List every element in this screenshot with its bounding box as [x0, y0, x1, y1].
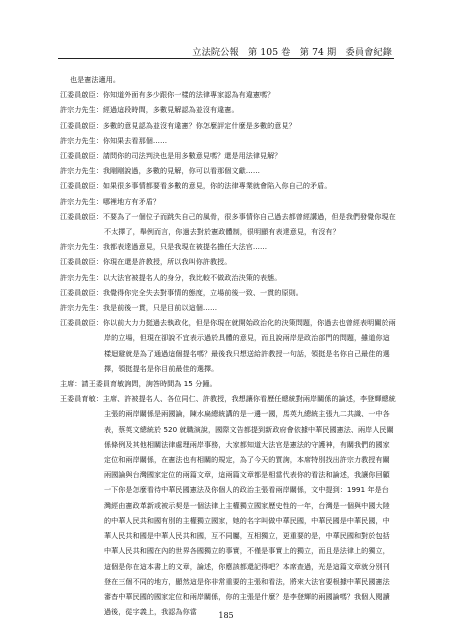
transcript-paragraph: 許宗力先生：你知果去看那個…… — [60, 135, 168, 145]
transcript-paragraph: 許宗力先生：哪裡地方有矛盾？ — [60, 196, 161, 206]
transcript-paragraph: 江委員啟臣：你現在還是許教授，所以我叫你許教授。 — [60, 257, 232, 267]
transcript-paragraph: 王委員育敏：主席、許被提名人、各位同仁、許教授，我想讓你看歷任總統對兩岸關係的論述，李登輝總統主張的兩岸關係是兩國論，陳水扁總統講的是一邊一國，馬英九總統主張九二共識、一中各表，蔡英文總統於 520 就職演說，國際文告都提到新政府會依據中華民國憲法、兩岸人民關係條例及其他相關法律處理兩岸事務，大家都知道大法官是憲法的守護神，有關我們的國家定位和兩岸關係，在憲法也有相關的規定，為了今天的質詢，本席特別找出許宗力教授有關兩國論與台灣國家定位的兩篇文章，這兩篇文章都是相當代表你的看法和論述，我讓你回顧一下你是怎麼看待中華民國憲法及你個人的政治主張看兩岸關係，文中提到：1991 年是台灣經由憲政革新或被示契是一個法律上主權獨立國家歷史性的一年，台灣是一個與中國大陸的中華人民共和國有別的主權獨立國家，她的名字叫做中華民國，中華民國是中華民國，中華人民共和國是中華人民共和國，互不同屬，互相獨立，更重要的是，中華民國和對於包括中華人民共和國在內的世界各國獨立的事實，不僅是事實上的獨立，而且是法律上的獨立，這個是你在這本書上的文章，論述，你應該都還記得吧？本席查過，光是這篇文章就分別刊登在三個不同的地方，顯然這是你非常重要的主張和看法，將來大法官要根據中華民國憲法審杳中華民國的國家定位和兩岸關係，你的主張是什麼？是李登輝的兩國論嗎？我個人閱讀過後，從字義上，我認為你當 — [60, 394, 396, 617]
transcript-paragraph: 也是憲法適用。 — [70, 75, 121, 84]
transcript-paragraph: 江委員啟臣：多數的意見認為並沒有違憲？你怎麼評定什麼是多數的意見？ — [60, 120, 296, 130]
header-rule — [58, 58, 394, 59]
transcript-paragraph: 江委員啟臣：你知道外面有多少跟你一樣的法律專家認為有違憲嗎？ — [60, 90, 275, 100]
transcript-paragraph: 許宗力先生：我是前後一貫，只是目前以這個…… — [60, 303, 218, 313]
transcript-paragraph: 江委員啟臣：不要為了一個位子而跳失自己的風骨，很多事情你自己過去都曾經講過，但是我們發覺你現在不太擇了，舉例而言，你過去對於憲政體制，很明顯有表達意見，有沒有？ — [60, 211, 396, 237]
transcript-paragraph: 許宗力先生：我都表達過意見，只是我現在被提名擔任大法官…… — [60, 242, 268, 252]
transcript-paragraph: 江委員啟臣：你以前大力力挺過去執政化，但是你現在就開始政治化的決策問題，你過去也曾經表明關於兩岸的立場，但現在卻說不宜表示過於具體的意見，而且說兩岸是政治部門的問題，雖道你這樣迴避就是為了通過這個提名嗎？最後我只想送給許教授一句話，領挺是名你自己最佳的選擇，領挺提名是你目前最佳的選擇。 — [60, 318, 396, 373]
transcript-paragraph: 江委員啟臣：請問你的司法判決也是用多數意見嗎？還是用法律見解？ — [60, 151, 282, 161]
transcript-paragraph: 許宗力先生：以大法官被提名人的身分，我比較不做政治決策的表態。 — [60, 272, 282, 282]
transcript-paragraph: 許宗力先生：我剛剛說過，多數的見解，你可以看那個文獻…… — [60, 166, 261, 176]
transcript-paragraph: 許宗力先生：經過這段時間，多數見解認為並沒有違憲。 — [60, 105, 239, 115]
transcript-body — [60, 72, 396, 619]
gazette-header: 立法院公報 第 105 卷 第 74 期 委員會紀錄 — [192, 47, 392, 58]
transcript-paragraph: 江委員啟臣：如果很多事情都要看多數的意見，你的法律專業就會陷入你自己的矛盾。 — [60, 181, 332, 191]
transcript-paragraph: 主席：請王委員育敏詢問，詢答時間為 15 分鐘。 — [60, 379, 217, 389]
page-number: 185 — [218, 611, 234, 620]
transcript-paragraph: 江委員啟臣：我覺得你完全失去對事情的態度，立場前後一致、一貫的原則。 — [60, 287, 303, 297]
